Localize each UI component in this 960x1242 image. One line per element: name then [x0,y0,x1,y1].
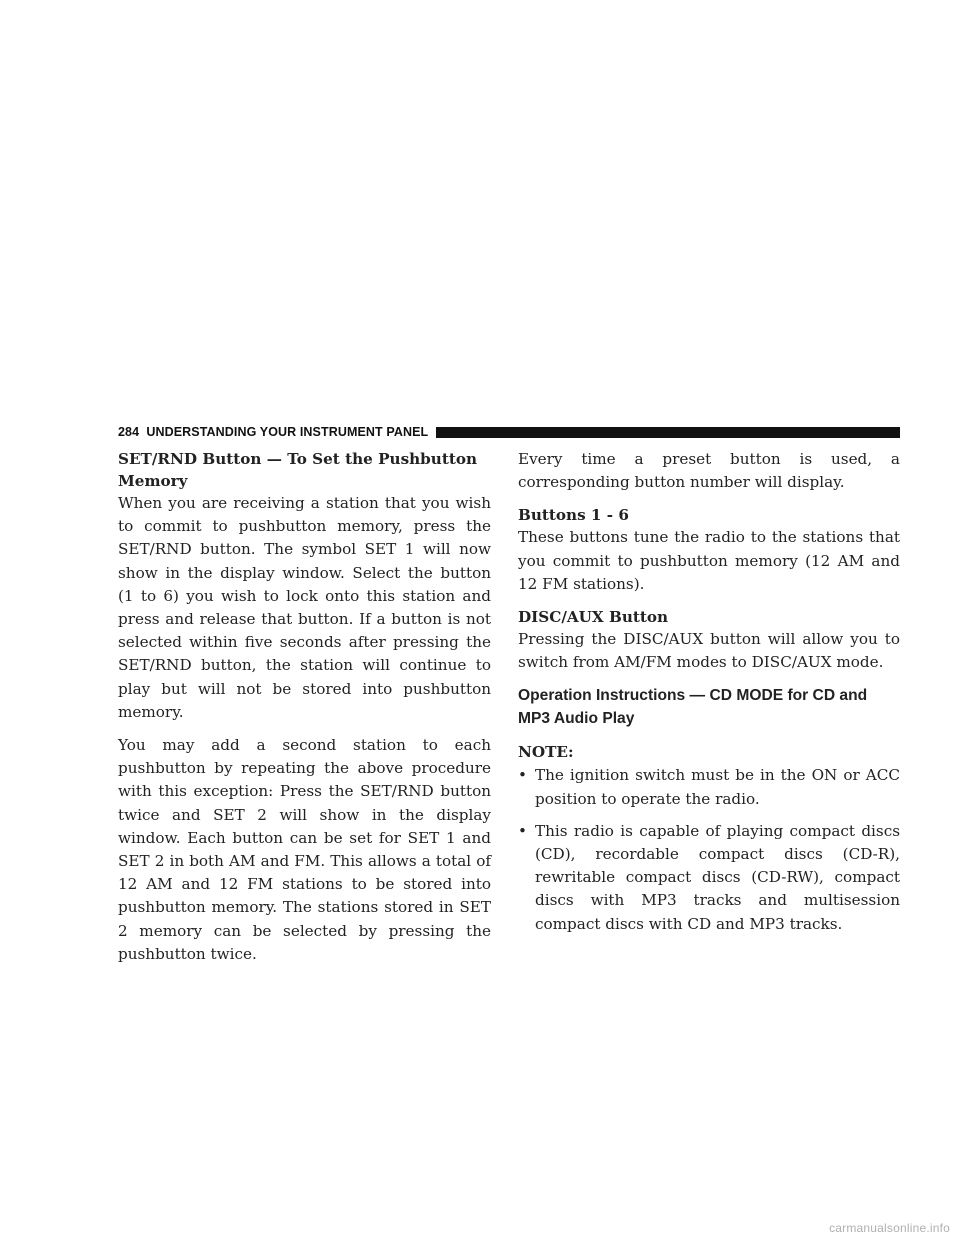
disc-aux-paragraph: Pressing the DISC/AUX button will allow you to switch from AM/FM modes to DISC/AUX mode. [518,630,900,672]
right-column [518,448,900,945]
note-label: NOTE: [518,743,574,762]
operation-instructions-heading: Operation Instructions — CD MODE for CD and MP3 Audio Play [518,687,868,728]
disc-aux-heading: DISC/AUX Button [518,608,669,627]
buttons-paragraph: These buttons tune the radio to the stations that you commit to pushbutton memory (12 AM and 12 FM stations). [518,528,900,593]
bullet-text: This radio is capable of playing compact discs (CD), recordable compact discs (CD-R), rewritable compact discs (CD-RW), compact discs with MP3 tracks and multisession compact discs with CD and MP3 tracks. [535,821,900,933]
watermark-text: carmanualsonline.info [829,1221,950,1235]
bullet-icon: • [518,821,527,840]
section-title: UNDERSTANDING YOUR INSTRUMENT PANEL [146,425,429,439]
set-rnd-paragraph-2: You may add a second station to each pushbutton by repeating the above procedure with this exception: Press the SET/RND button twice and SET 2 will show in the display window. Each button can be set for SET 1 and SET 2 in both AM and FM. This allows a total of 12 AM and 12 FM stations to be stored into pushbutton memory. The stations stored in SET 2 memory can be selected by pressing the pushbutton twice. [118,736,491,963]
note-bullet-list [518,764,900,935]
bullet-icon: • [518,766,527,785]
left-column [118,448,491,976]
page-header [118,424,900,440]
bullet-text: The ignition switch must be in the ON or ACC position to operate the radio. [535,766,900,808]
set-rnd-paragraph-1: When you are receiving a station that you wish to commit to pushbutton memory, press the SET/RND button. The symbol SET 1 will now show in the display window. Select the button (1 to 6) you wish to lock onto this station and press and release that button. If a button is not selected within five seconds after pressing the SET/RND button, the station will continue to play but will not be stored into pushbutton memory. [118,494,491,721]
preset-intro-paragraph: Every time a preset button is used, a corresponding button number will display. [518,450,900,492]
page-header-text [118,425,428,439]
list-item [518,820,900,936]
set-rnd-heading: SET/RND Button — To Set the Pushbutton Memory [118,450,478,490]
list-item [518,764,900,810]
buttons-heading: Buttons 1 - 6 [518,506,629,525]
page-number: 284 [118,425,140,439]
header-rule-bar [436,427,900,438]
